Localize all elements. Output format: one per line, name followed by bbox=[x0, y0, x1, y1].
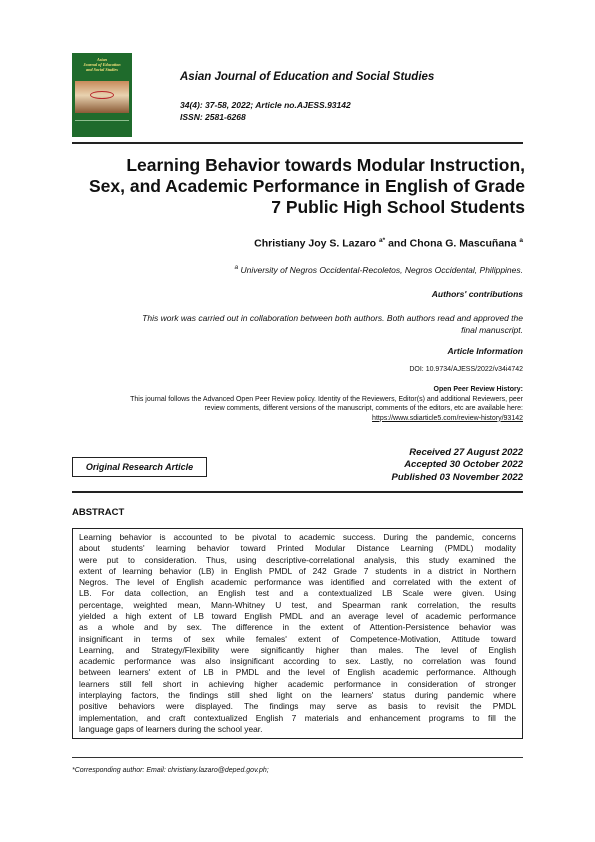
author-name: Chona G. Mascuñana bbox=[409, 237, 517, 250]
author-affiliation-mark: a bbox=[519, 237, 523, 244]
cover-title-line: and Social Studies bbox=[86, 67, 118, 72]
cover-glasses-graphic bbox=[90, 91, 114, 99]
affiliation bbox=[234, 264, 523, 275]
abstract-line: extent of learning behavior (LB) in English PMDL of 242 Grade 7 students in a district in Northern bbox=[79, 565, 516, 576]
open-review-line: review comments, different versions of the manuscript, comments of the editors, etc are available here: bbox=[204, 405, 523, 413]
cover-title-line: Journal of Education bbox=[83, 62, 121, 67]
abstract-line: as a whole and by sex. The difference in the extent of Attention-Persistence behavior was bbox=[79, 622, 516, 633]
citation-line: 34(4): 37-58, 2022; Article no.AJESS.93142 bbox=[180, 100, 351, 110]
cover-title-line: Asian bbox=[96, 57, 107, 62]
citation-block bbox=[180, 99, 351, 123]
corresponding-author-note: *Corresponding author: Email: christiany.lazaro@deped.gov.ph; bbox=[72, 767, 269, 774]
cover-footer-band bbox=[75, 120, 129, 131]
affiliation-text: University of Negros Occidental-Recoletos, Negros Occidental, Philippines. bbox=[240, 264, 523, 275]
published-date: Published 03 November 2022 bbox=[391, 471, 523, 483]
abstract-line: about students' learning behavior toward Printed Modular Distance Learning (PMDL) modality bbox=[79, 543, 516, 554]
contributions-text bbox=[72, 312, 523, 336]
abstract-line: were put to consideration. Thus, using descriptive-correlational analysis, this study examined the bbox=[79, 554, 516, 565]
open-review-text bbox=[72, 395, 523, 423]
affiliation-mark: a bbox=[234, 264, 239, 271]
contributions-heading: Authors' contributions bbox=[431, 289, 523, 299]
article-information-heading: Article Information bbox=[447, 346, 523, 356]
section-divider bbox=[72, 491, 523, 493]
abstract-line: positive behaviors were displayed. The findings may serve as basis to revisit the PMDL bbox=[79, 701, 516, 712]
author-name: Christiany Joy S. Lazaro bbox=[254, 237, 377, 250]
open-review-line: This journal follows the Advanced Open Peer Review policy. Identity of the Reviewers, Editor(s) and additional Reviewers, peer bbox=[130, 396, 523, 403]
review-history-link[interactable]: https://www.sdiarticle5.com/review-history/93142 bbox=[372, 414, 523, 422]
abstract-box bbox=[72, 528, 523, 739]
contributions-line: This work was carried out in collaboration between both authors. Both authors read and approved the bbox=[142, 313, 523, 323]
title-line: Learning Behavior towards Modular Instruction, bbox=[126, 155, 525, 175]
author-affiliation-mark: a* bbox=[379, 237, 386, 244]
author-list bbox=[254, 237, 523, 250]
title-line: Sex, and Academic Performance in English of Grade bbox=[88, 176, 525, 196]
journal-name: Asian Journal of Education and Social Studies bbox=[180, 71, 435, 83]
open-review-heading: Open Peer Review History: bbox=[433, 386, 523, 393]
abstract-line: Learning behavior is accounted to be pivotal to academic success. During the pandemic, concerns bbox=[79, 532, 516, 542]
abstract-line: percentage, weighted mean, Mann-Whitney U test, and Spearman rank correlation, the results bbox=[79, 599, 516, 610]
article-title bbox=[60, 155, 525, 218]
contributions-line: final manuscript. bbox=[461, 325, 523, 335]
abstract-line: insignificant in terms of sex while females' extent of Competence-Motivation, Attitude toward bbox=[79, 633, 516, 644]
title-line: 7 Public High School Students bbox=[271, 197, 525, 217]
publication-dates bbox=[392, 447, 523, 484]
abstract-line: academic performance was also insignificant according to sex. Lastly, no correlation was found bbox=[79, 656, 516, 667]
abstract-line: Learning, and Strategy/Flexibility were significantly higher than males. The level of English bbox=[79, 644, 516, 655]
cover-title bbox=[72, 57, 132, 72]
abstract-line: learners still fell short in achieving higher academic performance in consideration of stronger bbox=[79, 678, 516, 689]
abstract-line: Negros. The level of English academic performance was identified and correlated with the extent of bbox=[79, 577, 516, 588]
header-divider bbox=[72, 142, 523, 144]
abstract-line: interplaying factors, the findings still shed light on the learners' status during pandemic where bbox=[79, 689, 516, 700]
abstract-line: implementation, and craft contextualized English 7 materials and enhancement programs to fill the bbox=[79, 712, 516, 723]
article-type-badge: Original Research Article bbox=[72, 457, 207, 477]
journal-cover-image bbox=[72, 53, 132, 137]
issn-line: ISSN: 2581-6268 bbox=[180, 112, 246, 122]
author-conjunction: and bbox=[388, 237, 407, 250]
abstract-line: language gaps of learners during the school year. bbox=[79, 723, 263, 734]
abstract-line: between learners' extent of LB in PMDL and the level of English academic performance. Although bbox=[79, 667, 516, 678]
abstract-heading: ABSTRACT bbox=[72, 507, 125, 518]
abstract-line: LB. For data collection, an English test and a contextualized LB Scale were given. Using bbox=[79, 588, 516, 599]
abstract-line: yielded a high extent of LB toward English PMDL and an average level of academic performance bbox=[79, 610, 516, 621]
doi-text: DOI: 10.9734/AJESS/2022/v34i4742 bbox=[409, 366, 523, 373]
received-date: Received 27 August 2022 bbox=[409, 447, 523, 458]
footnote-divider bbox=[72, 757, 523, 758]
accepted-date: Accepted 30 October 2022 bbox=[404, 459, 523, 471]
